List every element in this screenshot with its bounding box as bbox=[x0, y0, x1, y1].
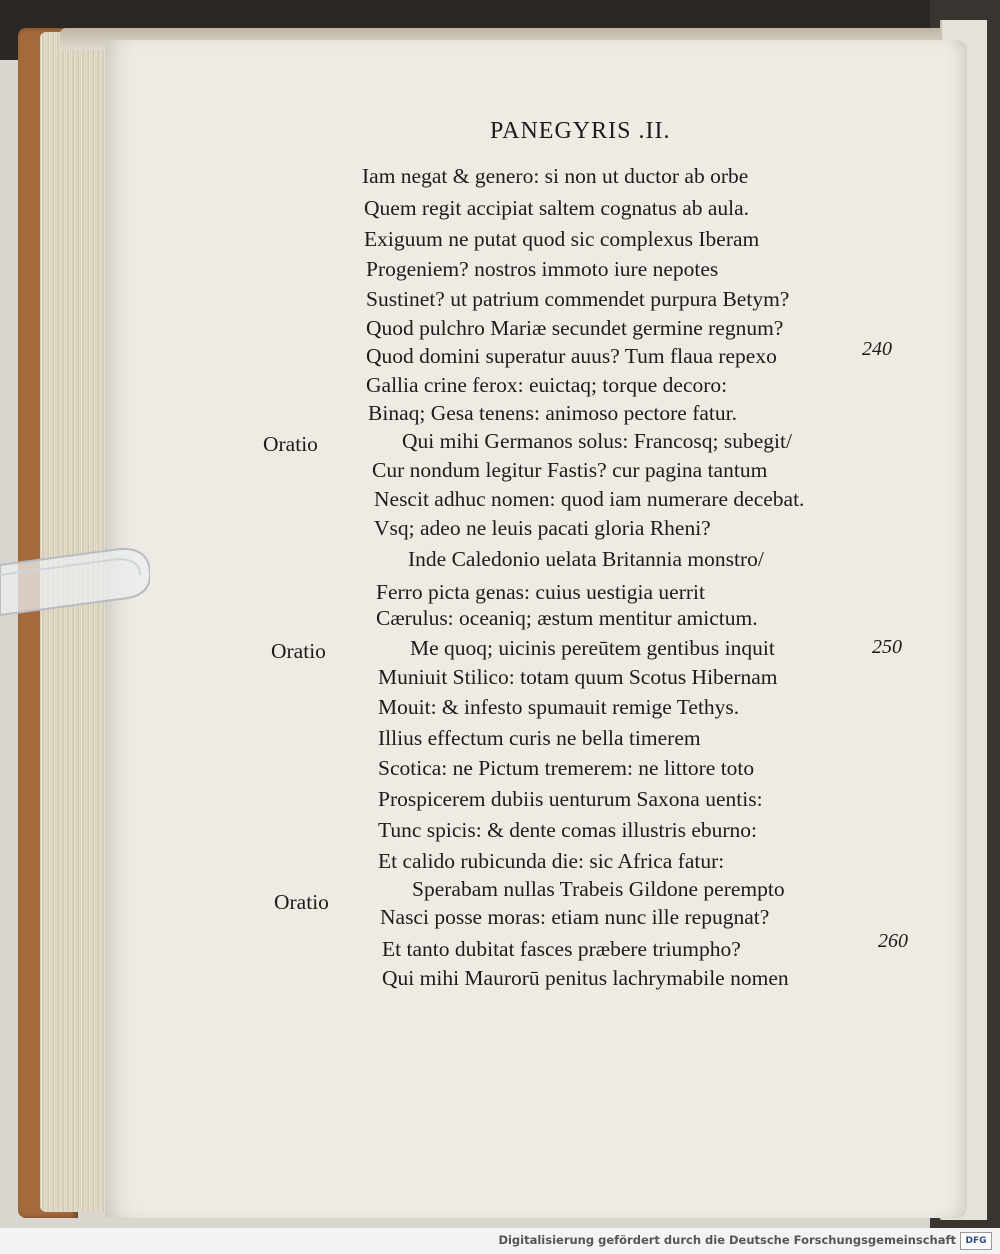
text-line: Qui mihi Maurorū penitus lachrymabile nomen bbox=[382, 966, 789, 990]
dfg-logo: DFG bbox=[960, 1232, 992, 1250]
text-line: Muniuit Stilico: totam quum Scotus Hibernam bbox=[378, 665, 778, 689]
text-line: Nasci posse moras: etiam nunc ille repugnat? bbox=[380, 905, 770, 929]
text-line: Ferro picta genas: cuius uestigia uerrit bbox=[376, 580, 705, 604]
text-line: Scotica: ne Pictum tremerem: ne littore toto bbox=[378, 756, 755, 780]
text-line: Inde Caledonio uelata Britannia monstro/ bbox=[408, 547, 764, 571]
footer-credit: Digitalisierung gefördert durch die Deutsche Forschungsgemeinschaft bbox=[498, 1233, 956, 1247]
text-line: Qui mihi Germanos solus: Francosq; subegit/ bbox=[402, 429, 792, 453]
text-line: Prospicerem dubiis uenturum Saxona uentis: bbox=[378, 787, 763, 811]
speaker-label: Oratio bbox=[263, 432, 318, 456]
text-line: Tunc spicis: & dente comas illustris eburno: bbox=[378, 818, 758, 842]
text-line: Et tanto dubitat fasces præbere triumpho? bbox=[382, 937, 741, 961]
text-line: Sperabam nullas Trabeis Gildone perempto bbox=[412, 877, 785, 901]
text-line: Iam negat & genero: si non ut ductor ab orbe bbox=[362, 164, 749, 188]
text-line: Quod pulchro Mariæ secundet germine regnum? bbox=[366, 316, 784, 340]
line-number: 250 bbox=[872, 636, 902, 658]
line-number: 240 bbox=[862, 338, 892, 360]
page-clip-icon bbox=[0, 545, 150, 625]
text-line: Sustinet? ut patrium commendet purpura Betym? bbox=[366, 287, 790, 311]
bleed-through bbox=[848, 180, 948, 980]
text-line: Me quoq; uicinis pereūtem gentibus inquit bbox=[410, 636, 775, 660]
running-header: PANEGYRIS .II. bbox=[490, 118, 671, 144]
text-line: Exiguum ne putat quod sic complexus Iberam bbox=[364, 227, 760, 251]
text-line: Vsq; adeo ne leuis pacati gloria Rheni? bbox=[374, 516, 711, 540]
text-line: Cærulus: oceaniq; æstum mentitur amictum. bbox=[376, 606, 758, 630]
text-line: Progeniem? nostros immoto iure nepotes bbox=[366, 257, 719, 281]
text-line: Quod domini superatur auus? Tum flaua repexo bbox=[366, 344, 777, 368]
speaker-label: Oratio bbox=[274, 890, 329, 914]
line-number: 260 bbox=[878, 930, 908, 952]
text-line: Cur nondum legitur Fastis? cur pagina tantum bbox=[372, 458, 768, 482]
text-line: Mouit: & infesto spumauit remige Tethys. bbox=[378, 695, 740, 719]
text-line: Gallia crine ferox: euictaq; torque decoro: bbox=[366, 373, 728, 397]
text-line: Et calido rubicunda die: sic Africa fatur: bbox=[378, 849, 725, 873]
text-line: Illius effectum curis ne bella timerem bbox=[378, 726, 701, 750]
text-line: Quem regit accipiat saltem cognatus ab aula. bbox=[364, 196, 750, 220]
text-line: Binaq; Gesa tenens: animoso pectore fatur. bbox=[368, 401, 737, 425]
speaker-label: Oratio bbox=[271, 639, 326, 663]
text-line: Nescit adhuc nomen: quod iam numerare decebat. bbox=[374, 487, 805, 511]
